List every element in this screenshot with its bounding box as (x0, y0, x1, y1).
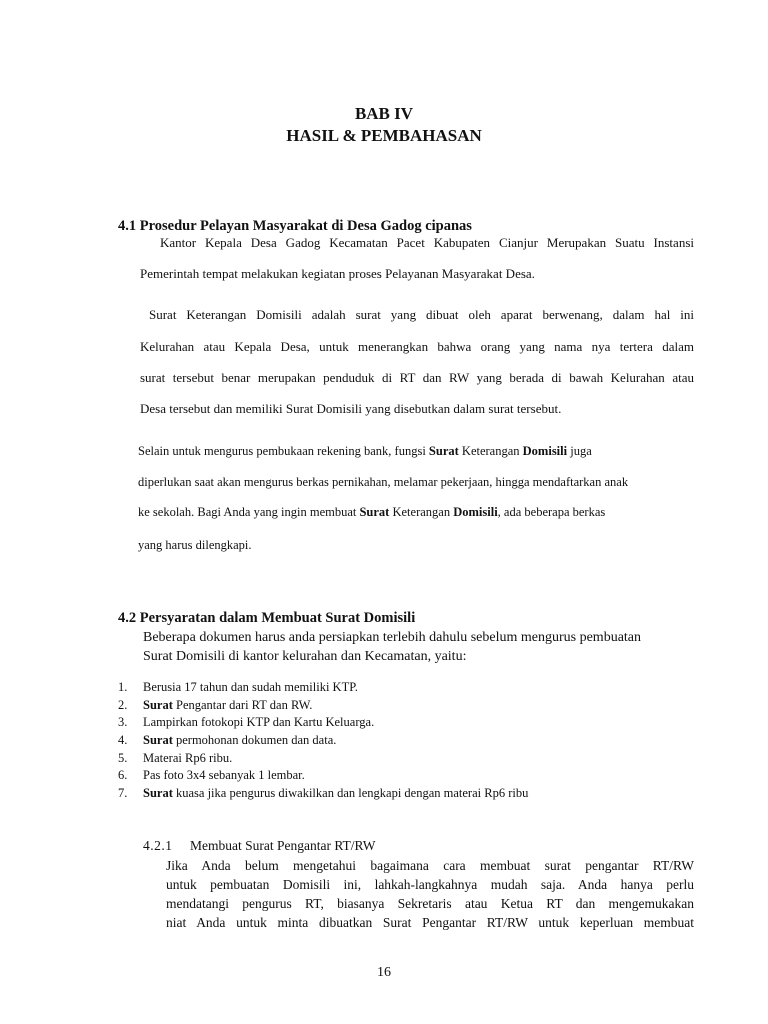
list-item-number: 7. (118, 786, 128, 800)
list-item: Berusia 17 tahun dan sudah memiliki KTP. (143, 680, 358, 694)
subsection-title: Membuat Surat Pengantar RT/RW (190, 838, 376, 853)
paragraph-line: Surat Keterangan Domisili adalah surat yang dibuat oleh aparat berwenang, dalam hal ini (149, 307, 694, 322)
paragraph-line: Surat Domisili di kantor kelurahan dan Kecamatan, yaitu: (143, 649, 467, 664)
page-number: 16 (377, 965, 391, 980)
subsection-paragraph (166, 856, 694, 932)
paragraph-line: Pemerintah tempat melakukan kegiatan proses Pelayanan Masyarakat Desa. (140, 266, 535, 281)
chapter-title: HASIL & PEMBAHASAN (286, 126, 482, 145)
list-item: Surat Pengantar dari RT dan RW. (143, 698, 313, 712)
paragraph-line: surat tersebut benar merupakan penduduk di RT dan RW yang berada di bawah Kelurahan atau (140, 370, 694, 385)
paragraph-line: ke sekolah. Bagi Anda yang ingin membuat Surat Keterangan Domisili, ada beberapa berkas (138, 505, 606, 519)
paragraph-line: Kantor Kepala Desa Gadog Kecamatan Pacet Kabupaten Cianjur Merupakan Suatu Instansi (160, 235, 694, 250)
list-item-number: 5. (118, 751, 128, 765)
list-item-number: 2. (118, 698, 128, 712)
section-4-1-heading: 4.1 Prosedur Pelayan Masyarakat di Desa Gadog cipanas (118, 218, 472, 234)
list-item: Lampirkan fotokopi KTP dan Kartu Keluarga. (143, 715, 375, 729)
paragraph-line: Kelurahan atau Kepala Desa, untuk menerangkan bahwa orang yang nama nya tertera dalam (140, 339, 694, 354)
paragraph-line: untuk pembuatan Domisili ini, lahkah-langkahnya mudah saja. Anda hanya perlu (166, 877, 694, 892)
list-item-number: 4. (118, 733, 128, 747)
list-item: Pas foto 3x4 sebanyak 1 lembar. (143, 768, 305, 782)
list-item-number: 3. (118, 715, 128, 729)
section-4-2-heading: 4.2 Persyaratan dalam Membuat Surat Domisili (118, 610, 416, 626)
paragraph-line: Selain untuk mengurus pembukaan rekening bank, fungsi Surat Keterangan Domisili juga (138, 444, 592, 458)
paragraph-line: yang harus dilengkapi. (138, 538, 252, 552)
paragraph-line: niat Anda untuk minta dibuatkan Surat Pengantar RT/RW untuk keperluan membuat (166, 915, 694, 930)
paragraph-line: mendatangi pengurus RT, biasanya Sekretaris atau Ketua RT dan mengemukakan (166, 896, 694, 911)
list-item-number: 6. (118, 768, 128, 782)
subsection-number: 4.2.1 (143, 838, 173, 853)
list-item: Surat kuasa jika pengurus diwakilkan dan lengkapi dengan materai Rp6 ribu (143, 786, 529, 800)
paragraph-line: diperlukan saat akan mengurus berkas pernikahan, melamar pekerjaan, hingga mendaftarkan anak (138, 475, 629, 489)
chapter-label: BAB IV (354, 104, 414, 123)
paragraph-line: Desa tersebut dan memiliki Surat Domisili yang disebutkan dalam surat tersebut. (140, 401, 562, 416)
list-item: Surat permohonan dokumen dan data. (143, 733, 337, 747)
paragraph-line: Jika Anda belum mengetahui bagaimana cara membuat surat pengantar RT/RW (166, 858, 694, 873)
paragraph-line: Beberapa dokumen harus anda persiapkan terlebih dahulu sebelum mengurus pembuatan (143, 630, 642, 645)
list-item: Materai Rp6 ribu. (143, 751, 233, 765)
list-item-number: 1. (118, 680, 128, 694)
